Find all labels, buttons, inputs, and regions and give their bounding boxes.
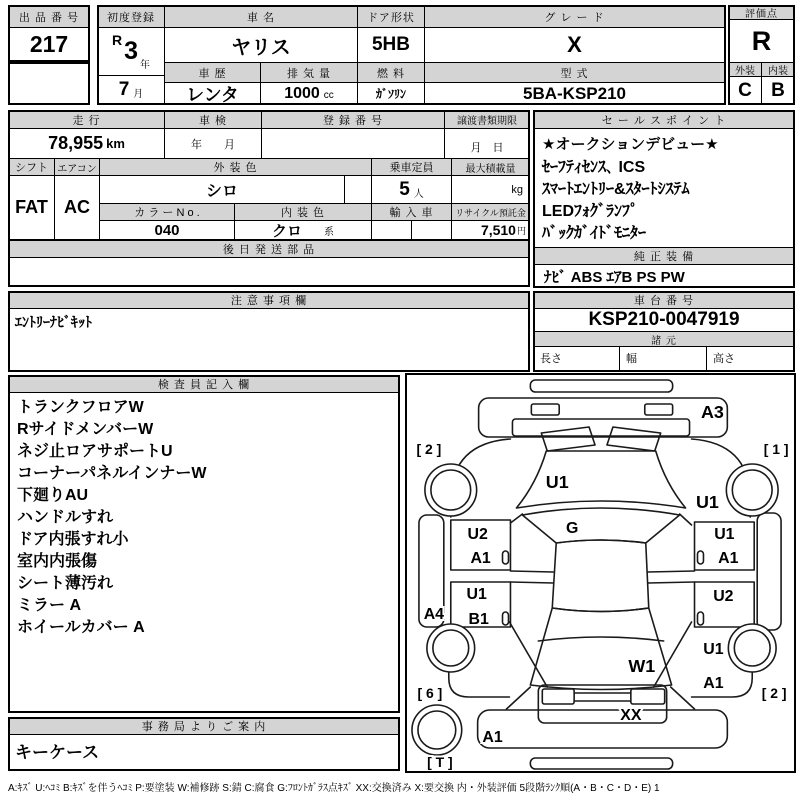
- damage-code-legend: A:ｷｽﾞ U:ﾍｺﾐ B:ｷｽﾞを伴うﾍｺﾐ P:要塗装 W:補修跡 S:錆 C:腐食 G:ﾌﾛﾝﾄｶﾞﾗｽ点ｷｽﾞ XX:交換済み X:要交換 内・外装評価 5段階ﾗﾝｸ順(A・B・C・D・E) 1: [8, 783, 660, 794]
- int-color-value: クロ: [271, 222, 302, 240]
- sales-item: LEDﾌｫｸﾞﾗﾝﾌﾟ: [542, 203, 639, 220]
- inspection-value: 年 月: [164, 128, 262, 159]
- capacity-cell: [371, 175, 452, 204]
- ext-color-code-blank: [344, 175, 372, 204]
- later-parts-value: [8, 257, 530, 287]
- oem-equipment-value: ﾅﾋﾞ ABS ｴｱB PS PW: [533, 264, 795, 288]
- grille-shape: [512, 419, 689, 436]
- car-top-view-diagram: [407, 375, 794, 771]
- color-no-header: カ ラ ー N o .: [99, 203, 235, 221]
- office-value: キーケース: [8, 734, 400, 771]
- int-color-suffix: 系: [324, 226, 334, 238]
- damage-mark-rear-bumper: A1: [482, 728, 503, 747]
- notes-value: ｴﾝﾄﾘｰﾅﾋﾞｷｯﾄ: [8, 308, 530, 372]
- score-value: R: [728, 19, 795, 63]
- inspector-line: トランクフロアW: [17, 399, 144, 416]
- left-front-door-handle: [503, 551, 509, 564]
- sales-item: ｾｰﾌﾃｨｾﾝｽ､ ICS: [542, 159, 646, 176]
- inspector-line: ミラー A: [17, 597, 82, 614]
- inspector-notes: [8, 392, 400, 713]
- office-header: 事 務 局 よ り ご 案 内: [8, 717, 400, 735]
- inspection-header: 車 検: [164, 110, 262, 129]
- later-parts-header: 後 日 発 送 部 品: [8, 240, 530, 258]
- sales-points-body: [533, 128, 795, 248]
- import-blank-1: [371, 220, 412, 240]
- ext-color-value: シロ: [99, 175, 345, 204]
- inspector-line: ドア内張すれ小: [17, 531, 129, 548]
- damage-mark-rear-window: W1: [628, 655, 656, 677]
- panel-code-rear-right: [ 2 ]: [761, 684, 787, 702]
- recycle-value: 7,510: [480, 222, 516, 238]
- int-color-cell: [234, 220, 372, 240]
- spec-height-cell: 高さ: [706, 346, 795, 372]
- panel-code-spare-tire: [ T ]: [427, 753, 453, 771]
- max-load-header: 最大積載量: [451, 158, 530, 176]
- import-blank-2: [411, 220, 452, 240]
- shift-header: シフト: [8, 158, 55, 176]
- damage-mark-right-fender: U1: [696, 491, 719, 513]
- fuel-value: ｶﾞｿﾘﾝ: [357, 82, 425, 105]
- sales-headline: ★オークションデビュー★: [542, 136, 719, 153]
- inspector-line: シート薄汚れ: [17, 575, 114, 592]
- panel-code-rear-left: [ 6 ]: [417, 684, 443, 702]
- inspector-line: コーナーパネルインナーW: [17, 465, 207, 482]
- model-header: 型 式: [424, 62, 725, 83]
- hood-shape: [516, 451, 685, 508]
- car-name-header: 車 名: [164, 5, 358, 28]
- ext-color-header: 外 装 色: [99, 158, 372, 176]
- history-value: レンタ: [164, 82, 261, 105]
- displacement-unit: cc: [323, 90, 334, 101]
- spec-length-cell: 長さ: [533, 346, 620, 372]
- car-name-value: ヤリス: [164, 27, 358, 63]
- recycle-header: リサイクル預託金: [451, 203, 530, 221]
- door-value: 5HB: [357, 27, 425, 63]
- int-color-header: 内 装 色: [234, 203, 372, 221]
- damage-mark-front-bumper: A3: [700, 401, 724, 423]
- aircon-header: エアコン: [54, 158, 100, 176]
- right-headlight-shape: [607, 427, 661, 451]
- inspector-line: RサイドメンバーW: [17, 421, 154, 438]
- left-taillight-shape: [542, 689, 574, 704]
- right-front-door-handle: [697, 551, 703, 564]
- chassis-no-value: KSP210-0047919: [533, 308, 795, 332]
- history-header: 車 歴: [164, 62, 261, 83]
- sales-points-header: セ ー ル ス ポ イ ン ト: [533, 110, 795, 129]
- spec-width-cell: 幅: [619, 346, 707, 372]
- reg-no-value: [261, 128, 445, 159]
- grade-header: グ レ ー ド: [424, 5, 725, 28]
- recycle-unit: 円: [516, 225, 526, 236]
- capacity-header: 乗車定員: [371, 158, 452, 176]
- chassis-no-header: 車 台 番 号: [533, 291, 795, 309]
- damage-mark-windshield: G: [565, 519, 579, 538]
- color-no-value: 040: [99, 220, 235, 240]
- inspector-line: 室内内張傷: [17, 553, 98, 570]
- sales-item: ｽﾏｰﾄｴﾝﾄﾘｰ&ｽﾀｰﾄｼｽﾃﾑ: [542, 181, 690, 198]
- right-rear-door-handle: [697, 612, 703, 625]
- left-headlight-shape: [541, 427, 595, 451]
- damage-mark-left-rear-door-2: B1: [468, 610, 489, 629]
- model-value: 5BA-KSP210: [424, 82, 725, 105]
- damage-mark-rear-panel: XX: [620, 706, 642, 725]
- reg-year-value: 3: [124, 37, 139, 65]
- auction-no-header: 出 品 番 号: [8, 5, 90, 28]
- transfer-value: 月 日: [444, 128, 530, 159]
- damage-mark-hood: U1: [545, 471, 569, 493]
- inspector-line: ハンドルすれ: [17, 509, 114, 526]
- damage-mark-left-rear-door-1: U1: [466, 585, 487, 604]
- damage-mark-left-sill: A4: [423, 605, 445, 624]
- windshield-shape: [522, 508, 679, 543]
- grade-value: X: [424, 27, 725, 63]
- specs-header: 諸 元: [533, 331, 795, 347]
- rear-hatch-shape: [530, 608, 671, 690]
- inspector-line: ネジ止ロアサポートU: [17, 443, 173, 460]
- damage-mark-left-front-door-2: A1: [470, 549, 491, 568]
- first-reg-year-cell: [97, 27, 165, 76]
- panel-code-front-right: [ 1 ]: [763, 440, 789, 458]
- displacement-header: 排 気 量: [260, 62, 358, 83]
- shift-value: FAT: [8, 175, 55, 240]
- reg-month-value: 7: [118, 79, 130, 100]
- rear-bumper-shape: [478, 710, 728, 748]
- exterior-grade: C: [728, 76, 762, 105]
- year-unit: 年: [140, 60, 151, 71]
- era-letter: R: [111, 32, 123, 48]
- import-header: 輸 入 車: [371, 203, 452, 221]
- first-reg-header: 初度登録: [97, 5, 165, 28]
- right-taillight-shape: [631, 689, 665, 704]
- damage-mark-right-front-door-2: A1: [718, 549, 739, 568]
- rear-lip: [530, 758, 672, 769]
- mileage-header: 走 行: [8, 110, 165, 129]
- inspector-header: 検 査 員 記 入 欄: [8, 375, 400, 393]
- panel-code-front-left: [ 2 ]: [416, 440, 442, 458]
- interior-grade: B: [761, 76, 795, 105]
- capacity-unit: 人: [413, 189, 424, 200]
- max-load-cell: kg: [451, 175, 530, 204]
- mileage-unit: km: [106, 136, 125, 151]
- roof-shape: [552, 540, 649, 612]
- damage-mark-right-rear-door: U2: [713, 587, 734, 606]
- recycle-cell: [451, 220, 530, 240]
- mileage-value-cell: [8, 128, 165, 159]
- exterior-header: 外装: [728, 62, 762, 77]
- auction-no-value: 217: [8, 27, 90, 61]
- month-unit: 月: [133, 89, 144, 100]
- first-reg-month-cell: [97, 75, 165, 105]
- front-lip: [530, 380, 672, 392]
- left-rear-door-handle: [503, 612, 509, 625]
- damage-mark-right-quarter-1: U1: [703, 640, 724, 659]
- door-header: ドア形状: [357, 5, 425, 28]
- displacement-cell: [260, 82, 358, 105]
- interior-header: 内装: [761, 62, 795, 77]
- fuel-header: 燃 料: [357, 62, 425, 83]
- mileage-value: 78,955: [48, 133, 104, 153]
- damage-mark-left-front-door-1: U2: [467, 525, 488, 544]
- damage-mark-right-front-door-1: U1: [714, 525, 735, 544]
- auction-no-blank-box: [8, 62, 90, 105]
- sales-item: ﾊﾞｯｸｶﾞｲﾄﾞﾓﾆﾀｰ: [542, 225, 647, 242]
- right-sill-shape: [757, 513, 781, 630]
- oem-equipment-header: 純 正 装 備: [533, 247, 795, 265]
- damage-mark-right-quarter-2: A1: [703, 674, 724, 693]
- inspector-line: ホイールカバー A: [17, 619, 145, 636]
- reg-no-header: 登 録 番 号: [261, 110, 445, 129]
- displacement-value: 1000: [284, 84, 320, 102]
- notes-header: 注 意 事 項 欄: [8, 291, 530, 309]
- capacity-value: 5: [399, 178, 410, 200]
- inspector-line: 下廻りAU: [17, 487, 89, 504]
- score-header: 評価点: [728, 5, 795, 20]
- transfer-header: 譲渡書類期限: [444, 110, 530, 129]
- aircon-value: AC: [54, 175, 100, 240]
